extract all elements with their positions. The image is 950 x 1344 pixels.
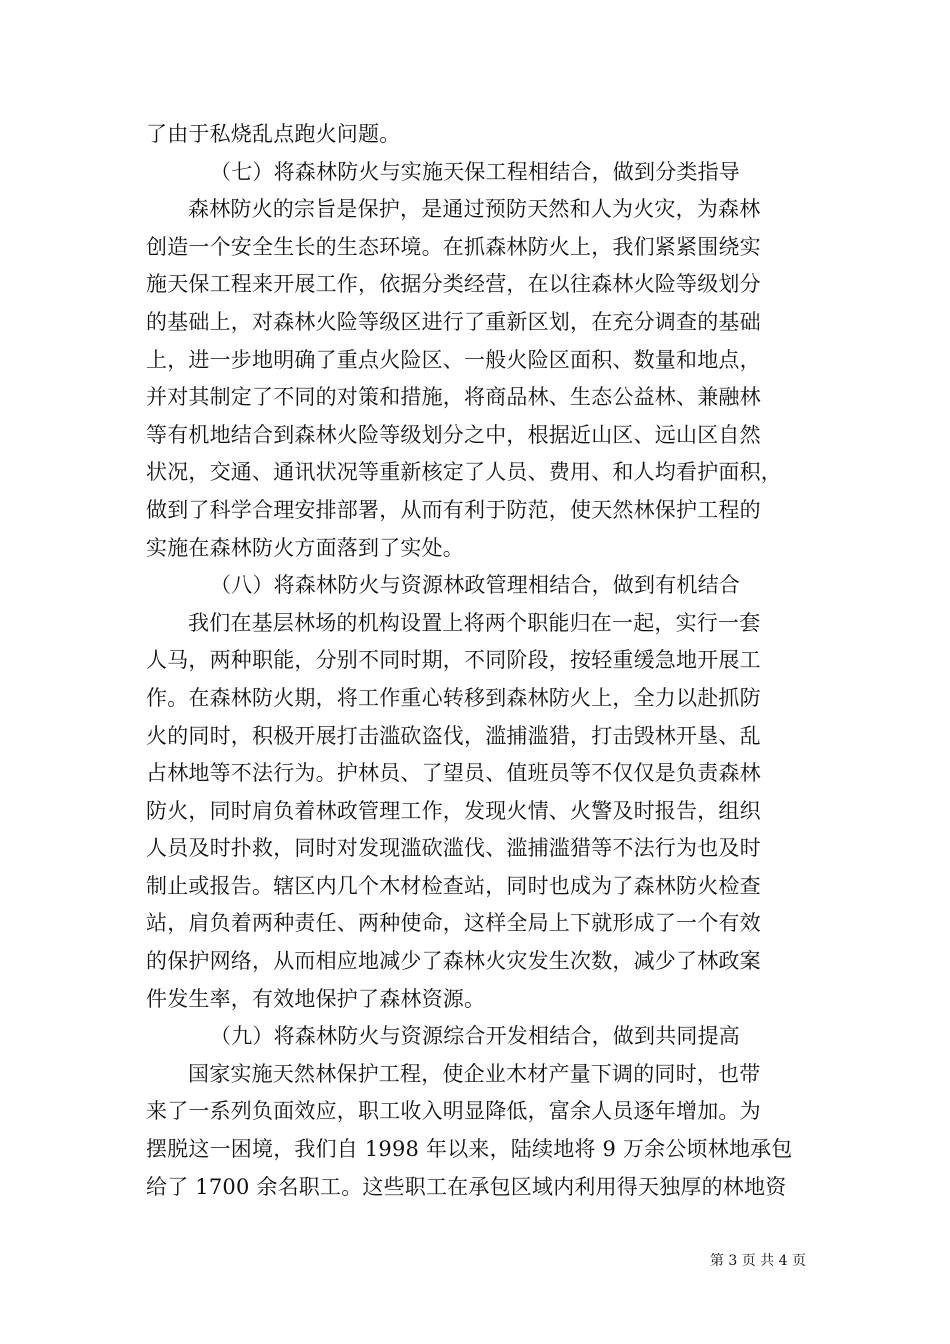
document-body xyxy=(146,116,816,1206)
section-heading-7: （七）将森林防火与实施天保工程相结合，做到分类指导 xyxy=(210,159,740,184)
text-line: 并对其制定了不同的对策和措施，将商品林、生态公益林、兼融林 xyxy=(146,385,761,410)
text-line: 摆脱这一困境，我们自 1998 年以来，陆续地将 9 万余公顷林地承包 xyxy=(146,1137,793,1162)
text-line: 了由于私烧乱点跑火问题。 xyxy=(146,122,401,146)
text-line: 人员及时扑救，同时对发现滥砍滥伐、滥捕滥猎等不法行为也及时 xyxy=(146,836,761,861)
text-line: 创造一个安全生长的生态环境。在抓森林防火上，我们紧紧围绕实 xyxy=(146,234,761,259)
page-number: 第 3 页 共 4 页 xyxy=(709,1253,806,1269)
text-line: 占林地等不法行为。护林员、了望员、值班员等不仅仅是负责森林 xyxy=(146,761,761,786)
text-line: 等有机地结合到森林火险等级划分之中，根据近山区、远山区自然 xyxy=(146,422,761,447)
text-line: 施天保工程来开展工作，依据分类经营，在以往森林火险等级划分 xyxy=(146,272,761,297)
text-line: 实施在森林防火方面落到了实处。 xyxy=(146,535,464,560)
text-line: 人马，两种职能，分别不同时期，不同阶段，按轻重缓急地开展工 xyxy=(146,648,761,673)
text-line: 给了 1700 余名职工。这些职工在承包区域内利用得天独厚的林地资 xyxy=(146,1174,787,1199)
text-line: 制止或报告。辖区内几个木材检查站，同时也成为了森林防火检查 xyxy=(146,873,761,898)
text-line: 状况，交通、通讯状况等重新核定了人员、费用、和人均看护面积， xyxy=(146,460,782,485)
text-line: 站，肩负着两种责任、两种使命，这样全局上下就形成了一个有效 xyxy=(146,911,761,936)
text-line: 的基础上，对森林火险等级区进行了重新区划，在充分调查的基础 xyxy=(146,309,761,334)
text-line: 来了一系列负面效应，职工收入明显降低，富余人员逐年增加。为 xyxy=(146,1099,761,1124)
text-line: 火的同时，积极开展打击滥砍盗伐，滥捕滥猎，打击毁林开垦、乱 xyxy=(146,723,761,748)
section-heading-9: （九）将森林防火与资源综合开发相结合，做到共同提高 xyxy=(210,1024,740,1049)
text-line: 做到了科学合理安排部署，从而有利于防范，使天然林保护工程的 xyxy=(146,497,761,522)
text-line: 作。在森林防火期，将工作重心转移到森林防火上，全力以赴抓防 xyxy=(146,685,761,710)
text-line: 防火，同时肩负着林政管理工作，发现火情、火警及时报告，组织 xyxy=(146,798,761,823)
text-line: 的保护网络，从而相应地减少了森林火灾发生次数，减少了林政案 xyxy=(146,949,761,974)
text-line: 上，进一步地明确了重点火险区、一般火险区面积、数量和地点， xyxy=(146,347,761,372)
text-line: 件发生率，有效地保护了森林资源。 xyxy=(146,986,486,1011)
section-heading-8: （八）将森林防火与资源林政管理相结合，做到有机结合 xyxy=(210,573,740,598)
paragraph-start: 国家实施天然林保护工程，使企业木材产量下调的同时，也带 xyxy=(188,1061,761,1086)
paragraph-start: 我们在基层林场的机构设置上将两个职能归在一起，实行一套 xyxy=(188,610,761,635)
paragraph-start: 森林防火的宗旨是保护，是通过预防天然和人为火灾，为森林 xyxy=(188,197,761,222)
